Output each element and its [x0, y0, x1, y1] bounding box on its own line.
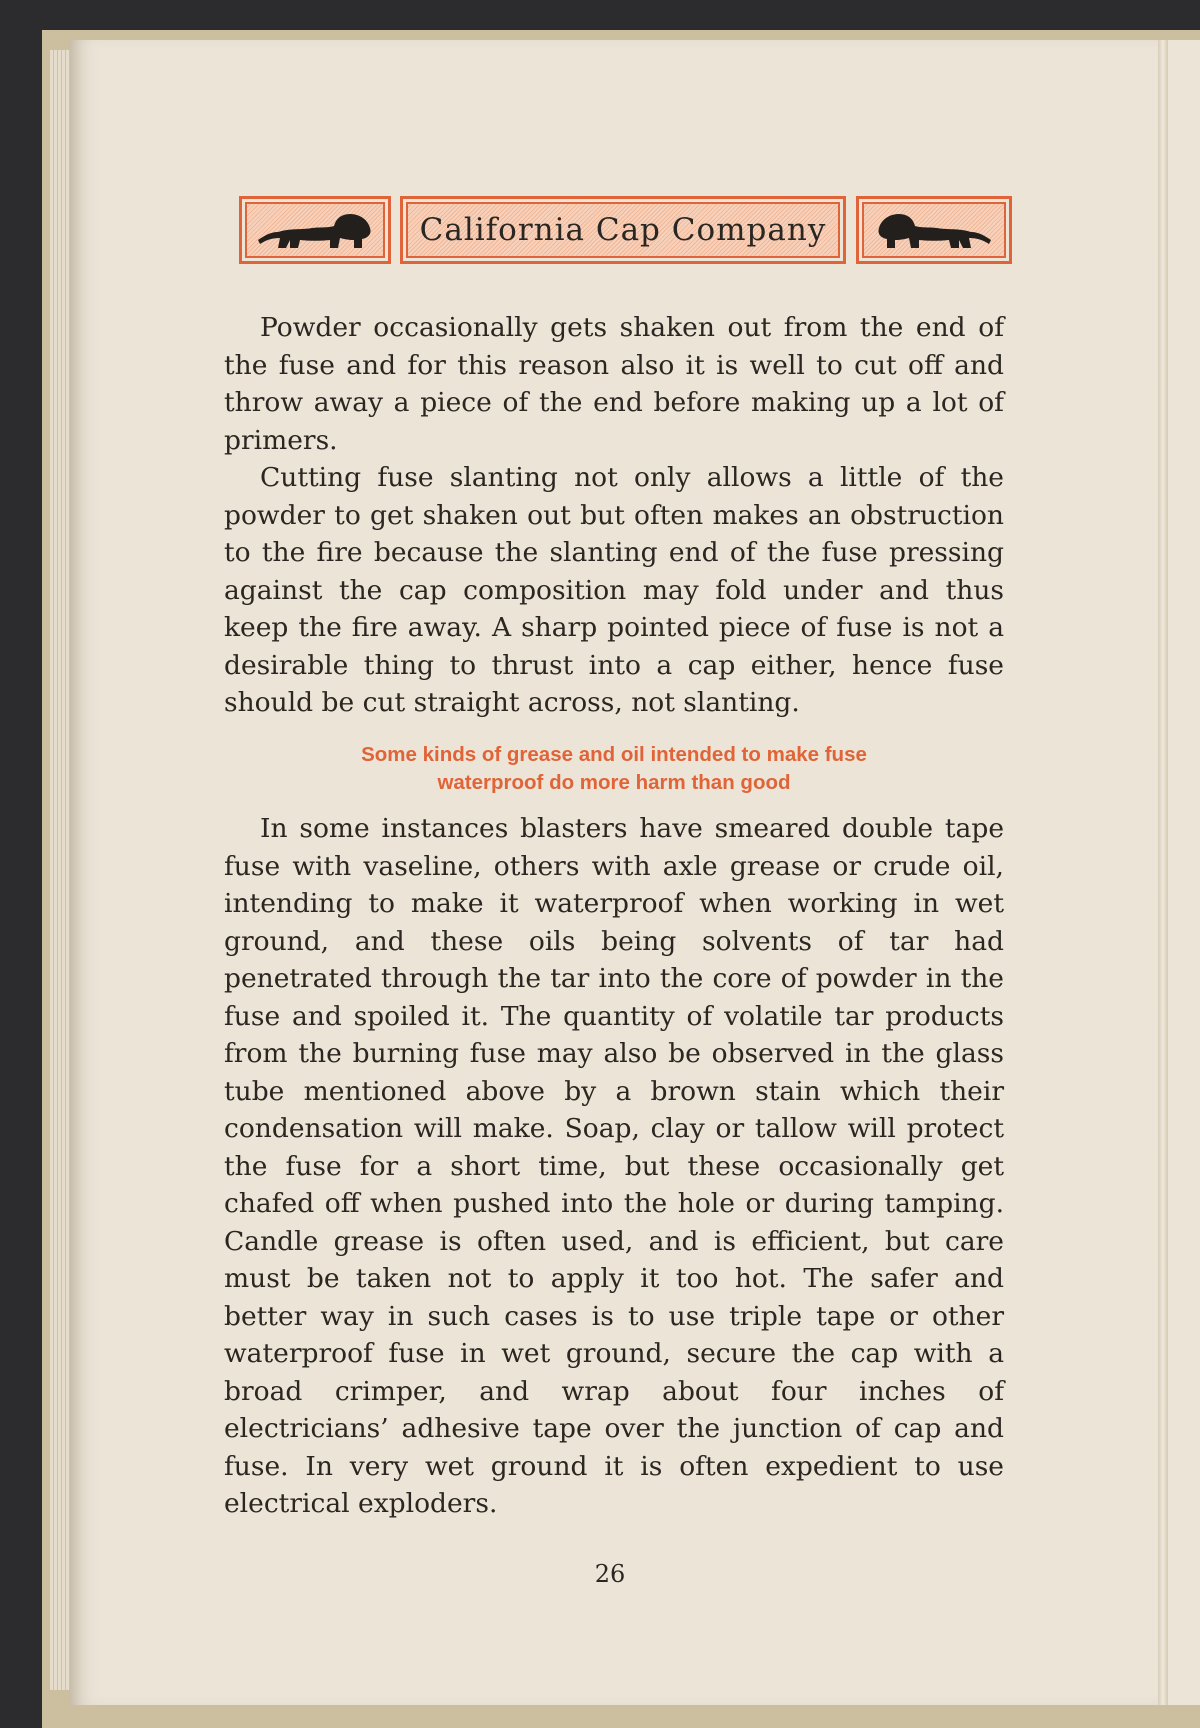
page-number: 26 — [594, 1560, 626, 1588]
text-block-top — [224, 309, 1004, 722]
header-title: California Cap Company — [419, 212, 827, 248]
lion-icon — [869, 206, 999, 254]
lion-icon — [250, 206, 380, 254]
header-title-box — [400, 196, 846, 264]
paragraph-grease: In some instances blasters have smeared double tape fuse with vaseline, others with axle grease or crude oil, intending to make it waterproof when working in wet ground, and these oils being solvents of tar had penetrated through the tar into the core of powder in the fuse and spoiled it. The quantity of volatile tar products from the burning fuse may also be observed in the glass tube mentioned above by a brown stain which their condensation will make. Soap, clay or tallow will protect the fuse for a short time, but these occasionally get chafed off when pushed into the hole or during tamping. Candle grease is often used, and is efficient, but care must be taken not to apply it too hot. The safer and better way in such cases is to use triple tape or other waterproof fuse in wet ground, secure the cap with a broad crimper, and wrap about four inches of electricians’ adhesive tape over the junction of cap and fuse. In very wet ground it is often expedient to use electrical exploders. — [224, 813, 1004, 1519]
paragraph-powder: Powder occasionally gets shaken out from the end of the fuse and for this reason also it is well to cut off and throw away a piece of the end before making up a lot of primers. — [224, 312, 1004, 456]
facing-page-edge — [1168, 40, 1200, 1705]
right-logo-box — [856, 196, 1012, 264]
text-block-bottom — [224, 810, 1004, 1523]
subheading-line-2: waterproof do more harm than good — [437, 771, 791, 794]
paragraph-cutting-fuse: Cutting fuse slanting not only allows a little of the powder to get shaken out but often makes an obstruction to the fire because the slanting end of the fuse pressing against the cap composition may fold under and thus keep the fire away. A sharp pointed piece of fuse is not a desirable thing to thrust into a cap either, hence fuse should be cut straight across, not slanting. — [224, 462, 1004, 718]
left-logo-box — [239, 196, 391, 264]
book-gutter — [1158, 40, 1168, 1705]
section-subheading — [224, 741, 1004, 797]
subheading-line-1: Some kinds of grease and oil intended to make fuse — [361, 743, 867, 766]
